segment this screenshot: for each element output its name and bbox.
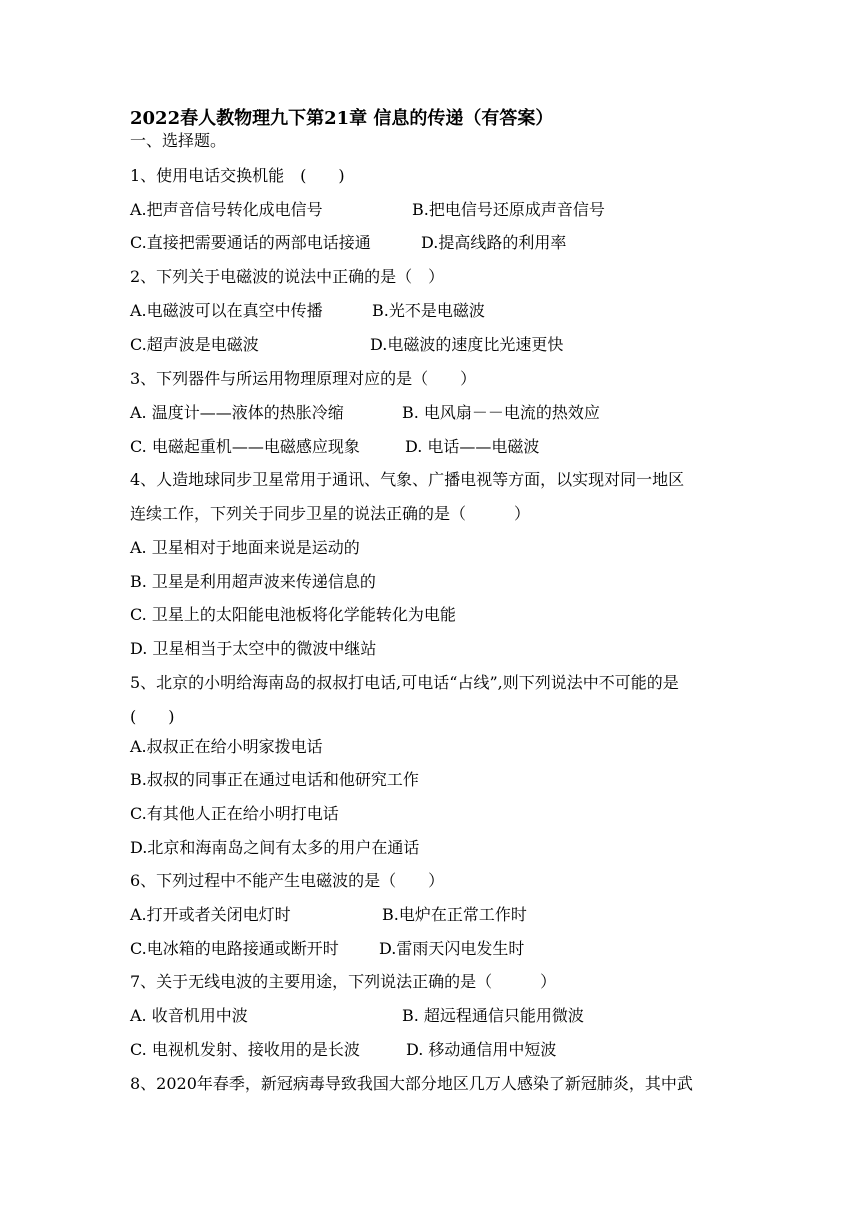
document-title: 2022春人教物理九下第21章 信息的传递（有答案） — [130, 108, 554, 129]
question-1-options-row-1 — [130, 200, 605, 220]
question-5-option-a: A.叔叔正在给小明家拨电话 — [130, 737, 323, 756]
question-7-stem: 7、关于无线电波的主要用途，下列说法正确的是（ ） — [130, 972, 557, 991]
question-6-option-d: D.雷雨天闪电发生时 — [379, 939, 525, 958]
question-6-option-a: A.打开或者关闭电灯时 — [130, 905, 291, 924]
question-5-option-d: D.北京和海南岛之间有太多的用户在通话 — [130, 838, 420, 857]
question-2-options-row-2 — [130, 335, 564, 355]
question-7-option-b: B. 超远程通信只能用微波 — [402, 1006, 584, 1025]
question-4-option-c: C. 卫星上的太阳能电池板将化学能转化为电能 — [130, 605, 456, 624]
question-7-options-row-2 — [130, 1040, 557, 1060]
question-4-option-a: A. 卫星相对于地面来说是运动的 — [130, 538, 360, 557]
question-4-stem-line-2: 连续工作，下列关于同步卫星的说法正确的是（ ） — [130, 504, 531, 523]
question-3-options-row-2 — [130, 437, 540, 457]
question-3-option-c: C. 电磁起重机——电磁感应现象 — [130, 437, 360, 456]
question-1-option-a: A.把声音信号转化成电信号 — [130, 200, 323, 219]
question-3-option-b: B. 电风扇－－电流的热效应 — [402, 403, 600, 422]
question-4-option-d: D. 卫星相当于太空中的微波中继站 — [130, 639, 377, 658]
question-2-stem: 2、下列关于电磁波的说法中正确的是（ ） — [130, 267, 445, 286]
question-2-option-d: D.电磁波的速度比光速更快 — [370, 335, 564, 354]
question-6-options-row-2 — [130, 939, 525, 959]
question-3-options-row-1 — [130, 403, 600, 423]
question-2-option-a: A.电磁波可以在真空中传播 — [130, 301, 323, 320]
question-6-stem: 6、下列过程中不能产生电磁波的是（ ） — [130, 871, 445, 890]
question-4-option-b: B. 卫星是利用超声波来传递信息的 — [130, 572, 376, 591]
question-6-option-c: C.电冰箱的电路接通或断开时 — [130, 939, 339, 958]
question-2-options-row-1 — [130, 301, 485, 321]
question-1-option-d: D.提高线路的利用率 — [421, 233, 567, 252]
question-2-option-c: C.超声波是电磁波 — [130, 335, 259, 354]
question-3-option-d: D. 电话——电磁波 — [405, 437, 540, 456]
question-6-option-b: B.电炉在正常工作时 — [382, 905, 527, 924]
question-3-option-a: A. 温度计——液体的热胀冷缩 — [130, 403, 344, 422]
question-6-options-row-1 — [130, 905, 527, 925]
question-5-stem-line-2: ( ) — [130, 707, 175, 726]
question-5-option-c: C.有其他人正在给小明打电话 — [130, 804, 339, 823]
section-heading: 一、选择题。 — [130, 131, 227, 150]
question-1-options-row-2 — [130, 233, 567, 253]
question-4-stem-line-1: 4、人造地球同步卫星常用于通讯、气象、广播电视等方面，以实现对同一地区 — [130, 470, 685, 489]
question-8-stem: 8、2020年春季，新冠病毒导致我国大部分地区几万人感染了新冠肺炎，其中武 — [130, 1074, 693, 1093]
question-1-stem: 1、使用电话交换机能 ( ) — [130, 166, 345, 185]
question-5-option-b: B.叔叔的同事正在通过电话和他研究工作 — [130, 770, 419, 789]
question-7-options-row-1 — [130, 1006, 584, 1026]
question-3-stem: 3、下列器件与所运用物理原理对应的是（ ） — [130, 369, 477, 388]
question-7-option-d: D. 移动通信用中短波 — [406, 1040, 557, 1059]
question-5-stem-line-1: 5、北京的小明给海南岛的叔叔打电话,可电话“占线”,则下列说法中不可能的是 — [130, 673, 679, 692]
question-1-option-b: B.把电信号还原成声音信号 — [412, 200, 605, 219]
question-1-option-c: C.直接把需要通话的两部电话接通 — [130, 233, 371, 252]
question-2-option-b: B.光不是电磁波 — [372, 301, 485, 320]
question-7-option-c: C. 电视机发射、接收用的是长波 — [130, 1040, 360, 1059]
question-7-option-a: A. 收音机用中波 — [130, 1006, 248, 1025]
